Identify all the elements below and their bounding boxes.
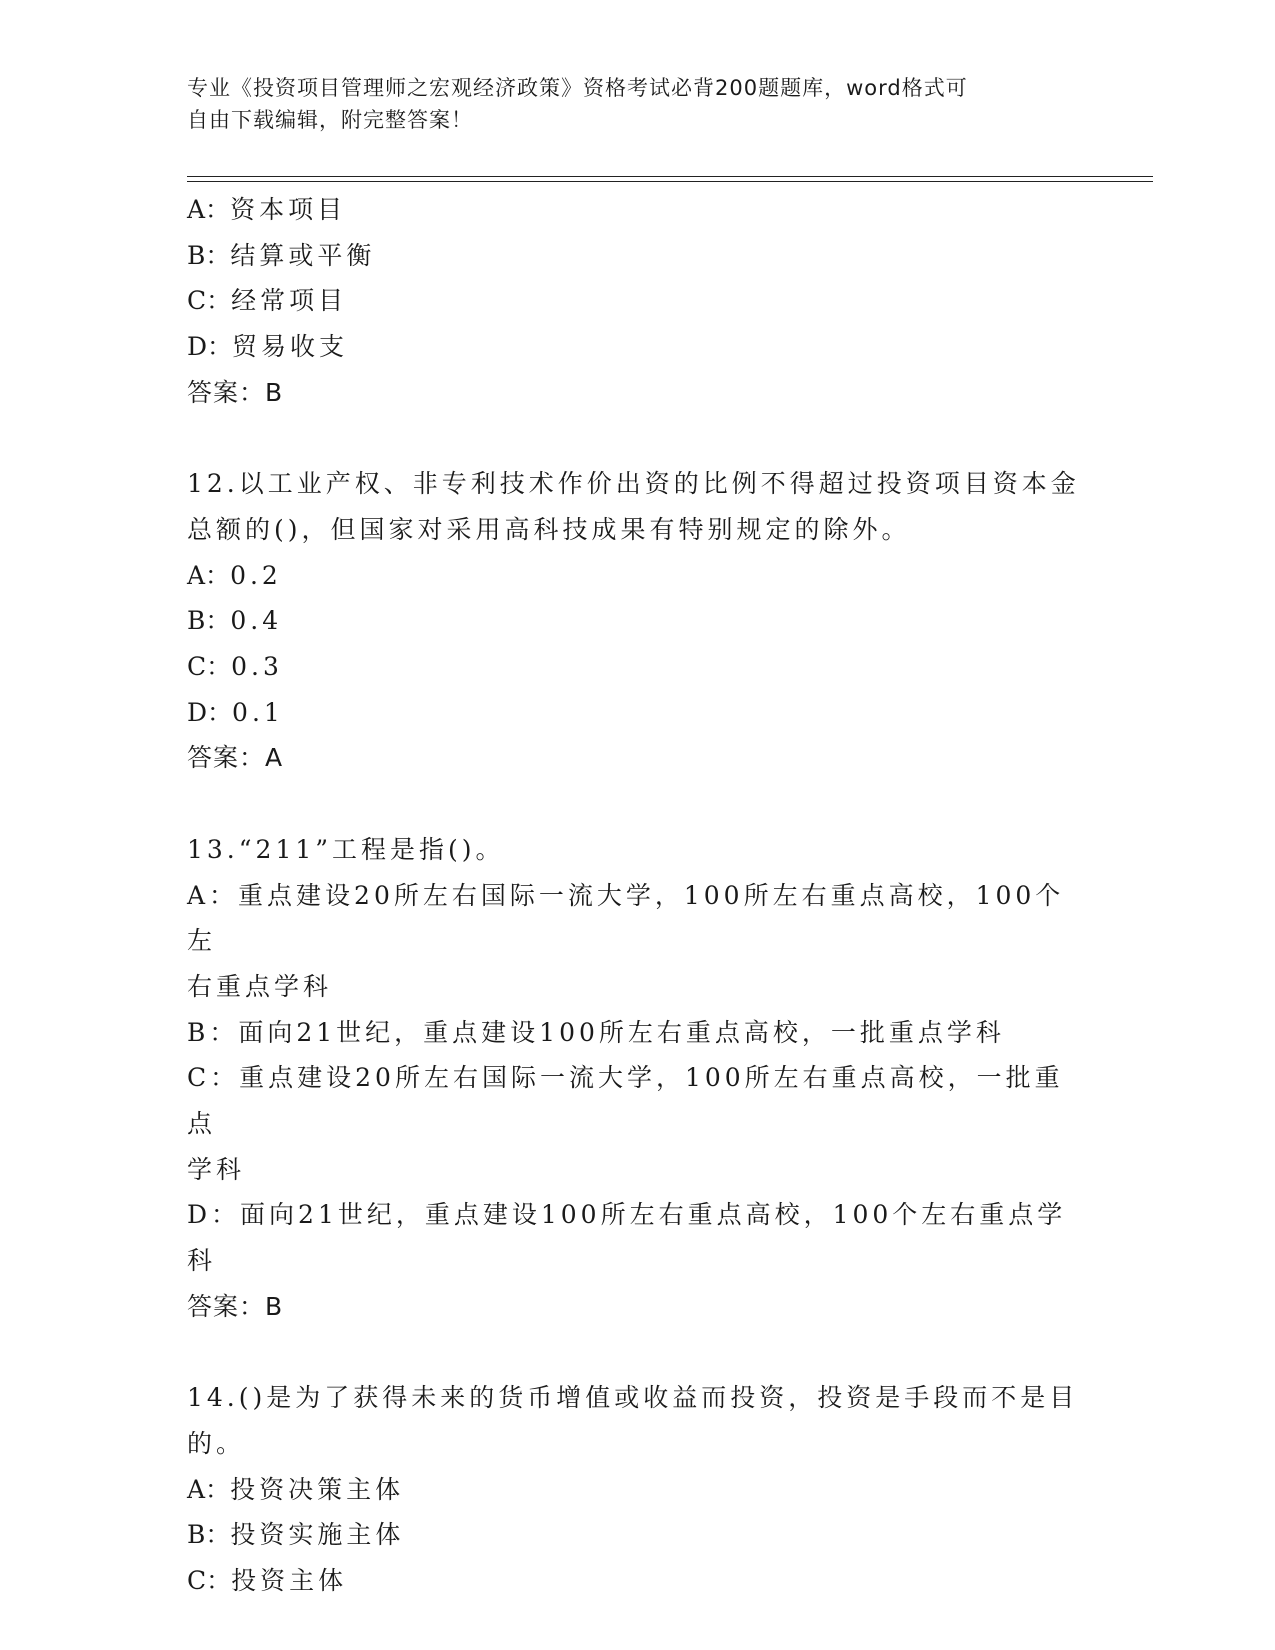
header-divider-second <box>187 181 1153 182</box>
option-a: A：资本项目 <box>187 195 347 224</box>
option-c: C：0.3 <box>187 652 283 682</box>
answer: 答案：B <box>187 1291 284 1321</box>
question-stem: 12.以工业产权、非专利技术作价出资的比例不得超过投资项目资本金 <box>187 469 1080 499</box>
header-line-2: 自由下载编辑，附完整答案！ <box>187 108 473 132</box>
spacer <box>187 416 1087 462</box>
question-stem: 14.()是为了获得未来的货币增值或收益而投资，投资是手段而不是目 <box>187 1383 1079 1413</box>
header-line-1: 专业《投资项目管理师之宏观经济政策》资格考试必背200题题库，word格式可 <box>187 76 968 100</box>
question-11 <box>187 187 1087 416</box>
question-stem: 13.“211”工程是指()。 <box>187 834 505 864</box>
question-12 <box>187 461 1087 781</box>
option-b: B：面向21世纪，重点建设100所左右重点高校，一批重点学科 <box>187 1017 1005 1047</box>
option-d: D：面向21世纪，重点建设100所左右重点高校，100个左右重点学科 <box>187 1200 1067 1276</box>
question-14 <box>187 1375 1087 1604</box>
spacer <box>187 1330 1087 1376</box>
question-stem-cont: 总额的()，但国家对采用高科技成果有特别规定的除外。 <box>187 514 911 544</box>
option-d: D：0.1 <box>187 697 284 727</box>
question-13 <box>187 827 1087 1330</box>
option-a-cont: 右重点学科 <box>187 971 333 1001</box>
option-c: C：重点建设20所左右国际一流大学，100所左右重点高校，一批重点 <box>187 1063 1064 1139</box>
question-list <box>187 187 1087 1604</box>
option-c: C：经常项目 <box>187 286 348 316</box>
answer: 答案：A <box>187 743 284 773</box>
option-a: A：重点建设20所左右国际一流大学，100所左右重点高校，100个左 <box>187 880 1065 956</box>
option-c: C：投资主体 <box>187 1566 348 1596</box>
spacer <box>187 781 1087 827</box>
option-a: A：0.2 <box>187 560 282 590</box>
document-header <box>187 72 1087 136</box>
answer: 答案：B <box>187 377 284 407</box>
option-c-cont: 学科 <box>187 1154 246 1184</box>
option-b: B：0.4 <box>187 606 283 636</box>
question-stem-cont: 的。 <box>187 1428 246 1458</box>
option-d: D：贸易收支 <box>187 332 349 362</box>
option-b: B：结算或平衡 <box>187 240 376 270</box>
option-b: B：投资实施主体 <box>187 1520 405 1550</box>
header-divider <box>187 176 1153 177</box>
option-a: A：投资决策主体 <box>187 1474 405 1504</box>
